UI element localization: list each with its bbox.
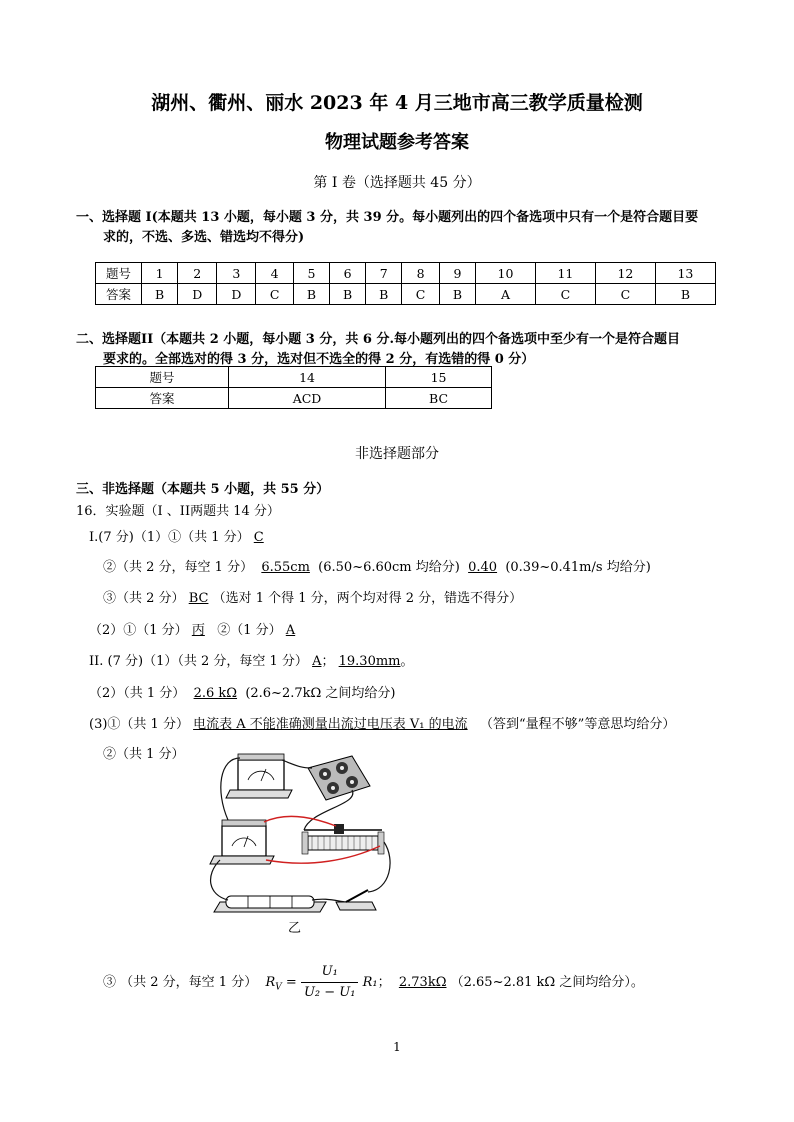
table-cell: 6: [330, 263, 366, 284]
answer-2b: 0.40: [468, 560, 498, 575]
table-cell: A: [475, 284, 535, 305]
line-6: （2）（共 1 分） 2.6 kΩ (2.6~2.7kΩ 之间均给分): [89, 686, 396, 701]
answer-table-2: [95, 366, 492, 409]
table-cell: 13: [655, 263, 715, 284]
section2-heading-line1: 二、选择题II（本题共 2 小题，每小题 3 分，共 6 分.每小题列出的四个备选项中至少有一个是符合题目: [76, 332, 680, 347]
table-cell: D: [178, 284, 217, 305]
answer-2a: 6.55cm: [261, 560, 310, 575]
table-cell: 2: [178, 263, 217, 284]
formula-fraction: $\frac{\text{U₁}}{\text{U₂ − U₁}}$: [301, 962, 359, 1003]
table-cell: 9: [439, 263, 475, 284]
answer-1: C: [253, 530, 264, 545]
table-header-cell: 答案: [96, 388, 229, 409]
table-cell: 11: [535, 263, 595, 284]
figure-label: 乙: [288, 920, 302, 935]
answer-3: BC: [188, 591, 209, 606]
answer-7: 电流表 A 不能准确测量出流过电压表 V₁ 的电流: [193, 717, 468, 732]
section2-heading-line2: 要求的。全部选对的得 3 分，选对但不选全的得 2 分，有选错的得 0 分）: [103, 352, 535, 367]
table-cell: B: [330, 284, 366, 305]
table-cell: B: [655, 284, 715, 305]
page-subtitle: 物理试题参考答案: [325, 132, 469, 153]
line-5: II. (7 分)（1）（共 2 分，每空 1 分） A； 19.30mm。: [89, 654, 414, 669]
table-cell: 5: [293, 263, 329, 284]
table-cell: BC: [386, 388, 492, 409]
answer-4a: 丙: [191, 623, 205, 638]
line-4: （2）①（1 分） 丙 ②（1 分） A: [89, 623, 296, 638]
table-cell: 10: [475, 263, 535, 284]
voltmeter-middle-icon: [210, 820, 274, 864]
table-cell: B: [439, 284, 475, 305]
answer-table-1: [95, 262, 716, 305]
line-2: ②（共 2 分，每空 1 分） 6.55cm (6.50~6.60cm 均给分) 0.40 (0.39~0.41m/s 均给分): [103, 560, 651, 575]
resistance-box-icon: [308, 756, 370, 800]
table-cell: 1: [142, 263, 178, 284]
part-heading: 第 I 卷（选择题共 45 分）: [313, 175, 481, 191]
line-3: ③（共 2 分） BC （选对 1 个得 1 分，两个均对得 2 分，错选不得分）: [103, 591, 523, 606]
table-header-cell: 题号: [96, 263, 142, 284]
table-cell: C: [595, 284, 655, 305]
answer-5a: A: [312, 654, 322, 669]
switch-icon: [336, 890, 376, 910]
answer-5b: 19.30mm: [338, 654, 401, 669]
circuit-diagram: [200, 750, 400, 935]
page-number: 1: [393, 1040, 401, 1054]
battery-holder-icon: [214, 896, 326, 912]
table-cell: 15: [386, 367, 492, 388]
table-cell: 12: [595, 263, 655, 284]
q16-heading: 16．实验题（I 、II两题共 14 分）: [76, 504, 280, 519]
table-cell: B: [293, 284, 329, 305]
table-header-cell: 题号: [96, 367, 229, 388]
table-cell: 8: [402, 263, 440, 284]
table-cell: C: [535, 284, 595, 305]
table-cell: 3: [217, 263, 256, 284]
table-cell: 14: [229, 367, 386, 388]
table-cell: ACD: [229, 388, 386, 409]
answer-6: 2.6 kΩ: [193, 686, 238, 701]
section3-heading: 三、非选择题（本题共 5 小题，共 55 分）: [76, 482, 330, 497]
answer-9: 2.73kΩ: [398, 975, 447, 990]
line-8: ②（共 1 分）: [103, 747, 185, 762]
nonchoice-title: 非选择题部分: [355, 446, 439, 462]
page-title: 湖州、衢州、丽水 2023 年 4 月三地市高三教学质量检测: [151, 92, 643, 114]
table-cell: C: [402, 284, 440, 305]
table-cell: B: [142, 284, 178, 305]
table-cell: B: [366, 284, 402, 305]
answer-4b: A: [285, 623, 296, 638]
table-header-cell: 答案: [96, 284, 142, 305]
section1-heading-line1: 一、选择题 I(本题共 13 小题，每小题 3 分，共 39 分。每小题列出的四个备选项中只有一个是符合题目要: [76, 210, 699, 225]
table-cell: C: [256, 284, 294, 305]
table-cell: D: [217, 284, 256, 305]
line-9: ③ （共 2 分，每空 1 分） $R_V$ = $\frac{\text{U₁}}{\text{U₂ − U₁}}$ R₁； 2.73kΩ （2.65~2.81 kΩ 之间均给分）。: [103, 962, 644, 1003]
section1-heading-line2: 求的，不选、多选、错选均不得分): [103, 230, 305, 245]
table-cell: 4: [256, 263, 294, 284]
line-1: I.(7 分)（1）①（共 1 分） C: [89, 530, 264, 545]
line-7: (3)①（共 1 分） 电流表 A 不能准确测量出流过电压表 V₁ 的电流 （答到“量程不够”等意思均给分）: [89, 717, 676, 732]
table-cell: 7: [366, 263, 402, 284]
